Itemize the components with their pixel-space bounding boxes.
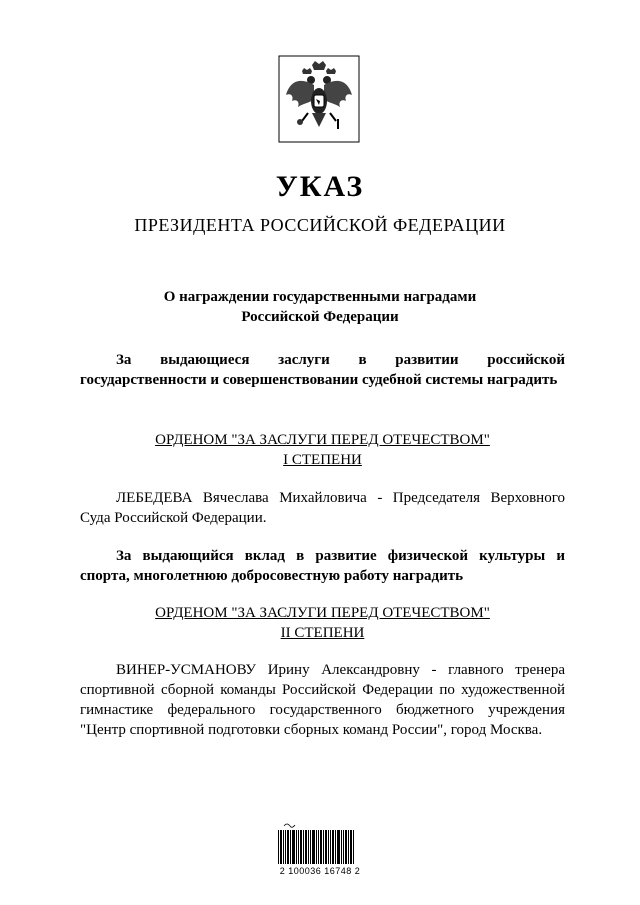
subject-line-1: О награждении государственными наградами: [163, 289, 477, 305]
section2-recipient: ВИНЕР-УСМАНОВУ Ирину Александровну - главного тренера спортивной сборной команды Российской Федерации по художественной гимнастике федерального государственного бюджетного учреждения "Центр спортивной подготовки сборных команд России", город Москва.: [80, 662, 565, 738]
coat-of-arms-icon: [278, 55, 360, 143]
section1-recipient: ЛЕБЕДЕВА Вячеслава Михайловича - Председателя Верховного Суда Российской Федерации.: [80, 490, 565, 526]
decree-subject: [80, 287, 560, 327]
section2-intro: За выдающийся вклад в развитие физической культуры и спорта, многолетнюю добросовестную работу наградить: [80, 548, 565, 584]
section1-intro: За выдающиеся заслуги в развитии российской государственности и совершенствовании судебной системы наградить: [80, 352, 565, 388]
document-subtitle: ПРЕЗИДЕНТА РОССИЙСКОЙ ФЕДЕРАЦИИ: [134, 215, 506, 235]
section1-order-degree: I СТЕПЕНИ: [283, 452, 362, 468]
subject-line-2: Российской Федерации: [241, 309, 399, 325]
barcode-number: 2 100036 16748 2: [279, 866, 361, 876]
section2-order-name: ОРДЕНОМ "ЗА ЗАСЛУГИ ПЕРЕД ОТЕЧЕСТВОМ": [155, 605, 490, 621]
section2-order-degree: II СТЕПЕНИ: [280, 625, 365, 641]
section1-order-name: ОРДЕНОМ "ЗА ЗАСЛУГИ ПЕРЕД ОТЕЧЕСТВОМ": [155, 432, 490, 448]
document-title: УКАЗ: [275, 170, 365, 203]
